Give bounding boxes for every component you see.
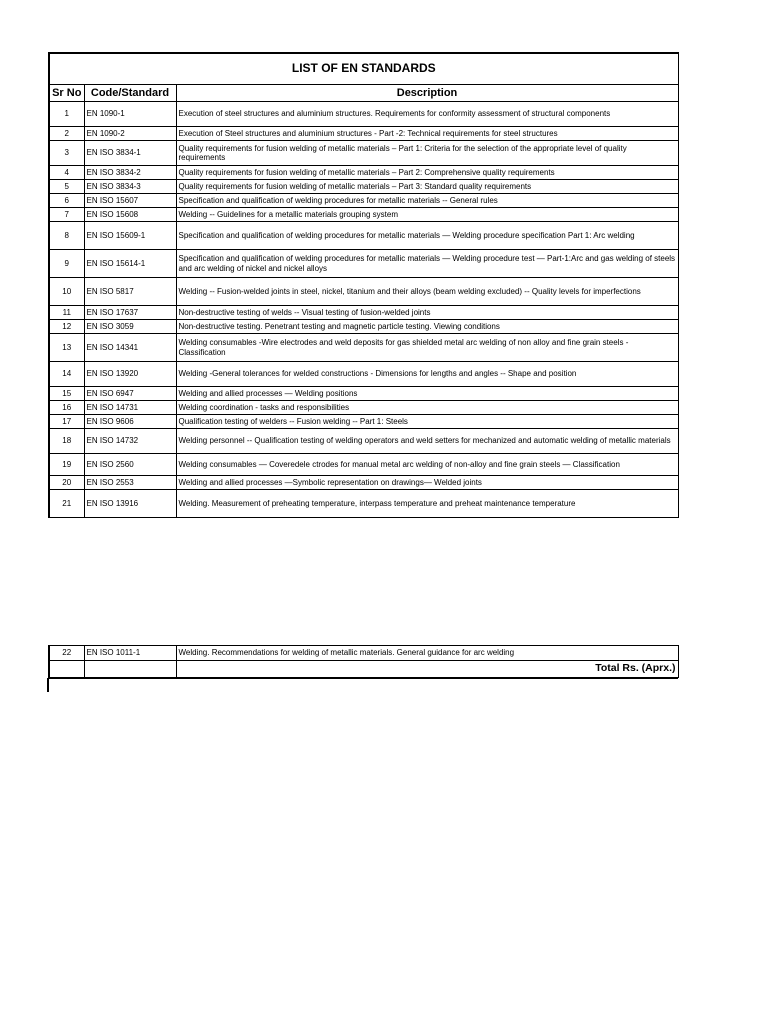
cell-sr-no[interactable]: 3 — [49, 141, 84, 166]
cell-sr-no[interactable]: 20 — [49, 476, 84, 490]
bottom-section — [48, 645, 679, 678]
bottom-rule — [48, 678, 678, 679]
cell-description[interactable]: Welding. Recommendations for welding of metallic materials. General guidance for arc welding — [176, 646, 678, 661]
header-sr-no[interactable]: Sr No — [49, 85, 84, 102]
cell-sr-no[interactable]: 18 — [49, 429, 84, 454]
cell-sr-no[interactable]: 7 — [49, 208, 84, 222]
cell-code[interactable]: EN ISO 2560 — [84, 454, 176, 476]
cell-description[interactable]: Specification and qualification of welding procedures for metallic materials — Welding procedure specification Part 1: Arc welding — [176, 222, 678, 250]
total-row[interactable] — [49, 661, 678, 678]
cell-description[interactable]: Non-destructive testing of welds -- Visual testing of fusion-welded joints — [176, 306, 678, 320]
cell-description[interactable]: Specification and qualification of welding procedures for metallic materials -- General rules — [176, 194, 678, 208]
cell-sr-no[interactable]: 2 — [49, 127, 84, 141]
cell-sr-no[interactable]: 8 — [49, 222, 84, 250]
cell-empty[interactable] — [49, 661, 84, 678]
cell-sr-no[interactable]: 21 — [49, 490, 84, 518]
cell-description[interactable]: Welding personnel -- Qualification testing of welding operators and weld setters for mechanized and automatic welding of metallic materials — [176, 429, 678, 454]
table-row[interactable] — [49, 306, 678, 320]
cell-sr-no[interactable]: 22 — [49, 646, 84, 661]
cell-description[interactable]: Welding coordination - tasks and responsibilities — [176, 401, 678, 415]
header-code-standard[interactable]: Code/Standard — [84, 85, 176, 102]
cell-description[interactable]: Welding -General tolerances for welded constructions - Dimensions for lengths and angles -- Shape and position — [176, 362, 678, 387]
cell-description[interactable]: Welding consumables -Wire electrodes and weld deposits for gas shielded metal arc welding of non alloy and fine grain steels - Classification — [176, 334, 678, 362]
cell-description[interactable]: Welding -- Fusion-welded joints in steel, nickel, titanium and their alloys (beam welding excluded) -- Quality levels for imperfections — [176, 278, 678, 306]
table-row[interactable] — [49, 415, 678, 429]
cell-code[interactable]: EN ISO 14732 — [84, 429, 176, 454]
cell-description[interactable]: Welding and allied processes — Welding positions — [176, 387, 678, 401]
cell-code[interactable]: EN ISO 3059 — [84, 320, 176, 334]
header-description[interactable]: Description — [176, 85, 678, 102]
cell-code[interactable]: EN ISO 3834-1 — [84, 141, 176, 166]
cell-code[interactable]: EN ISO 13916 — [84, 490, 176, 518]
cell-description[interactable]: Execution of Steel structures and aluminium structures - Part -2: Technical requirements for steel structures — [176, 127, 678, 141]
cell-description[interactable]: Welding consumables — Coveredele ctrodes for manual metal arc welding of non-alloy and fine grain steels — Classification — [176, 454, 678, 476]
cell-code[interactable]: EN ISO 13920 — [84, 362, 176, 387]
cell-code[interactable]: EN ISO 15607 — [84, 194, 176, 208]
cell-sr-no[interactable]: 5 — [49, 180, 84, 194]
cell-code[interactable]: EN ISO 2553 — [84, 476, 176, 490]
cell-sr-no[interactable]: 11 — [49, 306, 84, 320]
standards-table — [48, 52, 679, 518]
cell-code[interactable]: EN ISO 17637 — [84, 306, 176, 320]
cell-sr-no[interactable]: 13 — [49, 334, 84, 362]
table-row[interactable] — [49, 278, 678, 306]
table-row[interactable] — [49, 334, 678, 362]
cell-description[interactable]: Welding -- Guidelines for a metallic materials grouping system — [176, 208, 678, 222]
cell-sr-no[interactable]: 9 — [49, 250, 84, 278]
table-row[interactable] — [49, 127, 678, 141]
table-row[interactable] — [49, 166, 678, 180]
cell-code[interactable]: EN ISO 6947 — [84, 387, 176, 401]
cell-description[interactable]: Quality requirements for fusion welding of metallic materials – Part 1: Criteria for the selection of the appropriate level of quality requirements — [176, 141, 678, 166]
left-rule — [47, 678, 49, 692]
sheet-title: LIST OF EN STANDARDS — [49, 53, 678, 85]
table-row[interactable] — [49, 250, 678, 278]
cell-code[interactable]: EN ISO 14731 — [84, 401, 176, 415]
cell-code[interactable]: EN ISO 9606 — [84, 415, 176, 429]
cell-sr-no[interactable]: 12 — [49, 320, 84, 334]
cell-sr-no[interactable]: 16 — [49, 401, 84, 415]
table-row[interactable] — [49, 429, 678, 454]
cell-code[interactable]: EN 1090-2 — [84, 127, 176, 141]
cell-code[interactable]: EN ISO 14341 — [84, 334, 176, 362]
cell-sr-no[interactable]: 1 — [49, 102, 84, 127]
cell-sr-no[interactable]: 6 — [49, 194, 84, 208]
cell-code[interactable]: EN ISO 1011-1 — [84, 646, 176, 661]
cell-description[interactable]: Specification and qualification of welding procedures for metallic materials — Welding procedure test — Part-1:Arc and gas welding of steels and arc welding of nickel and nickel alloys — [176, 250, 678, 278]
cell-description[interactable]: Execution of steel structures and aluminium structures. Requirements for conformity assessment of structural components — [176, 102, 678, 127]
cell-description[interactable]: Welding. Measurement of preheating temperature, interpass temperature and preheat maintenance temperature — [176, 490, 678, 518]
cell-sr-no[interactable]: 19 — [49, 454, 84, 476]
cell-code[interactable]: EN ISO 15609-1 — [84, 222, 176, 250]
cell-code[interactable]: EN ISO 3834-3 — [84, 180, 176, 194]
bottom-table — [48, 645, 679, 678]
table-row[interactable] — [49, 194, 678, 208]
cell-description[interactable]: Qualification testing of welders -- Fusion welding -- Part 1: Steels — [176, 415, 678, 429]
table-row[interactable] — [49, 362, 678, 387]
cell-description[interactable]: Non-destructive testing. Penetrant testing and magnetic particle testing. Viewing conditions — [176, 320, 678, 334]
cell-code[interactable]: EN ISO 15614-1 — [84, 250, 176, 278]
table-row[interactable] — [49, 476, 678, 490]
cell-sr-no[interactable]: 10 — [49, 278, 84, 306]
table-row[interactable] — [49, 401, 678, 415]
cell-code[interactable]: EN ISO 3834-2 — [84, 166, 176, 180]
cell-description[interactable]: Quality requirements for fusion welding of metallic materials – Part 3: Standard quality requirements — [176, 180, 678, 194]
cell-code[interactable]: EN ISO 15608 — [84, 208, 176, 222]
table-row[interactable] — [49, 490, 678, 518]
standards-table-body — [49, 102, 678, 518]
cell-code[interactable]: EN 1090-1 — [84, 102, 176, 127]
standards-sheet — [48, 52, 678, 518]
table-row[interactable] — [49, 102, 678, 127]
table-row[interactable] — [49, 387, 678, 401]
table-row[interactable] — [49, 454, 678, 476]
cell-sr-no[interactable]: 4 — [49, 166, 84, 180]
cell-sr-no[interactable]: 15 — [49, 387, 84, 401]
table-row[interactable] — [49, 320, 678, 334]
table-row[interactable] — [49, 646, 678, 661]
cell-code[interactable]: EN ISO 5817 — [84, 278, 176, 306]
table-row[interactable] — [49, 141, 678, 166]
table-row[interactable] — [49, 180, 678, 194]
table-row[interactable] — [49, 208, 678, 222]
cell-sr-no[interactable]: 14 — [49, 362, 84, 387]
total-label[interactable]: Total Rs. (Aprx.) — [176, 661, 678, 678]
cell-description[interactable]: Quality requirements for fusion welding of metallic materials – Part 2: Comprehensive quality requirements — [176, 166, 678, 180]
table-row[interactable] — [49, 222, 678, 250]
cell-empty[interactable] — [84, 661, 176, 678]
cell-sr-no[interactable]: 17 — [49, 415, 84, 429]
cell-description[interactable]: Welding and allied processes —Symbolic representation on drawings— Welded joints — [176, 476, 678, 490]
